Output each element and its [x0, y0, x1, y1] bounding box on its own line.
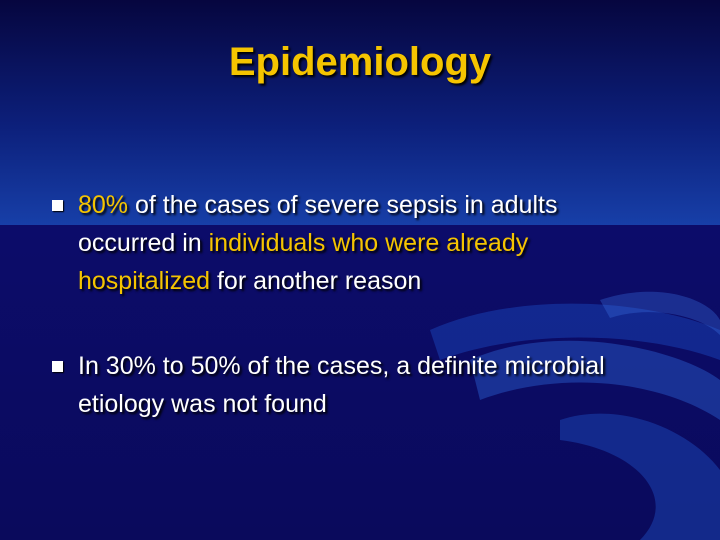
highlight-text: 80% [78, 191, 129, 219]
bullet-item [52, 186, 652, 300]
bullet-item [52, 347, 652, 423]
highlight-text: individuals who were already hospitalized [78, 229, 529, 295]
bullet-text: for another reason [210, 267, 422, 295]
bullet-text: In 30% to 50% of the cases, a definite microbial etiology was not found [78, 352, 605, 418]
bullet-text: of the cases of severe sepsis in adults occurred in [78, 191, 558, 257]
slide-title: Epidemiology [228, 40, 492, 84]
bullet-list [52, 186, 652, 423]
square-bullet-icon [52, 361, 63, 372]
square-bullet-icon [52, 200, 63, 211]
